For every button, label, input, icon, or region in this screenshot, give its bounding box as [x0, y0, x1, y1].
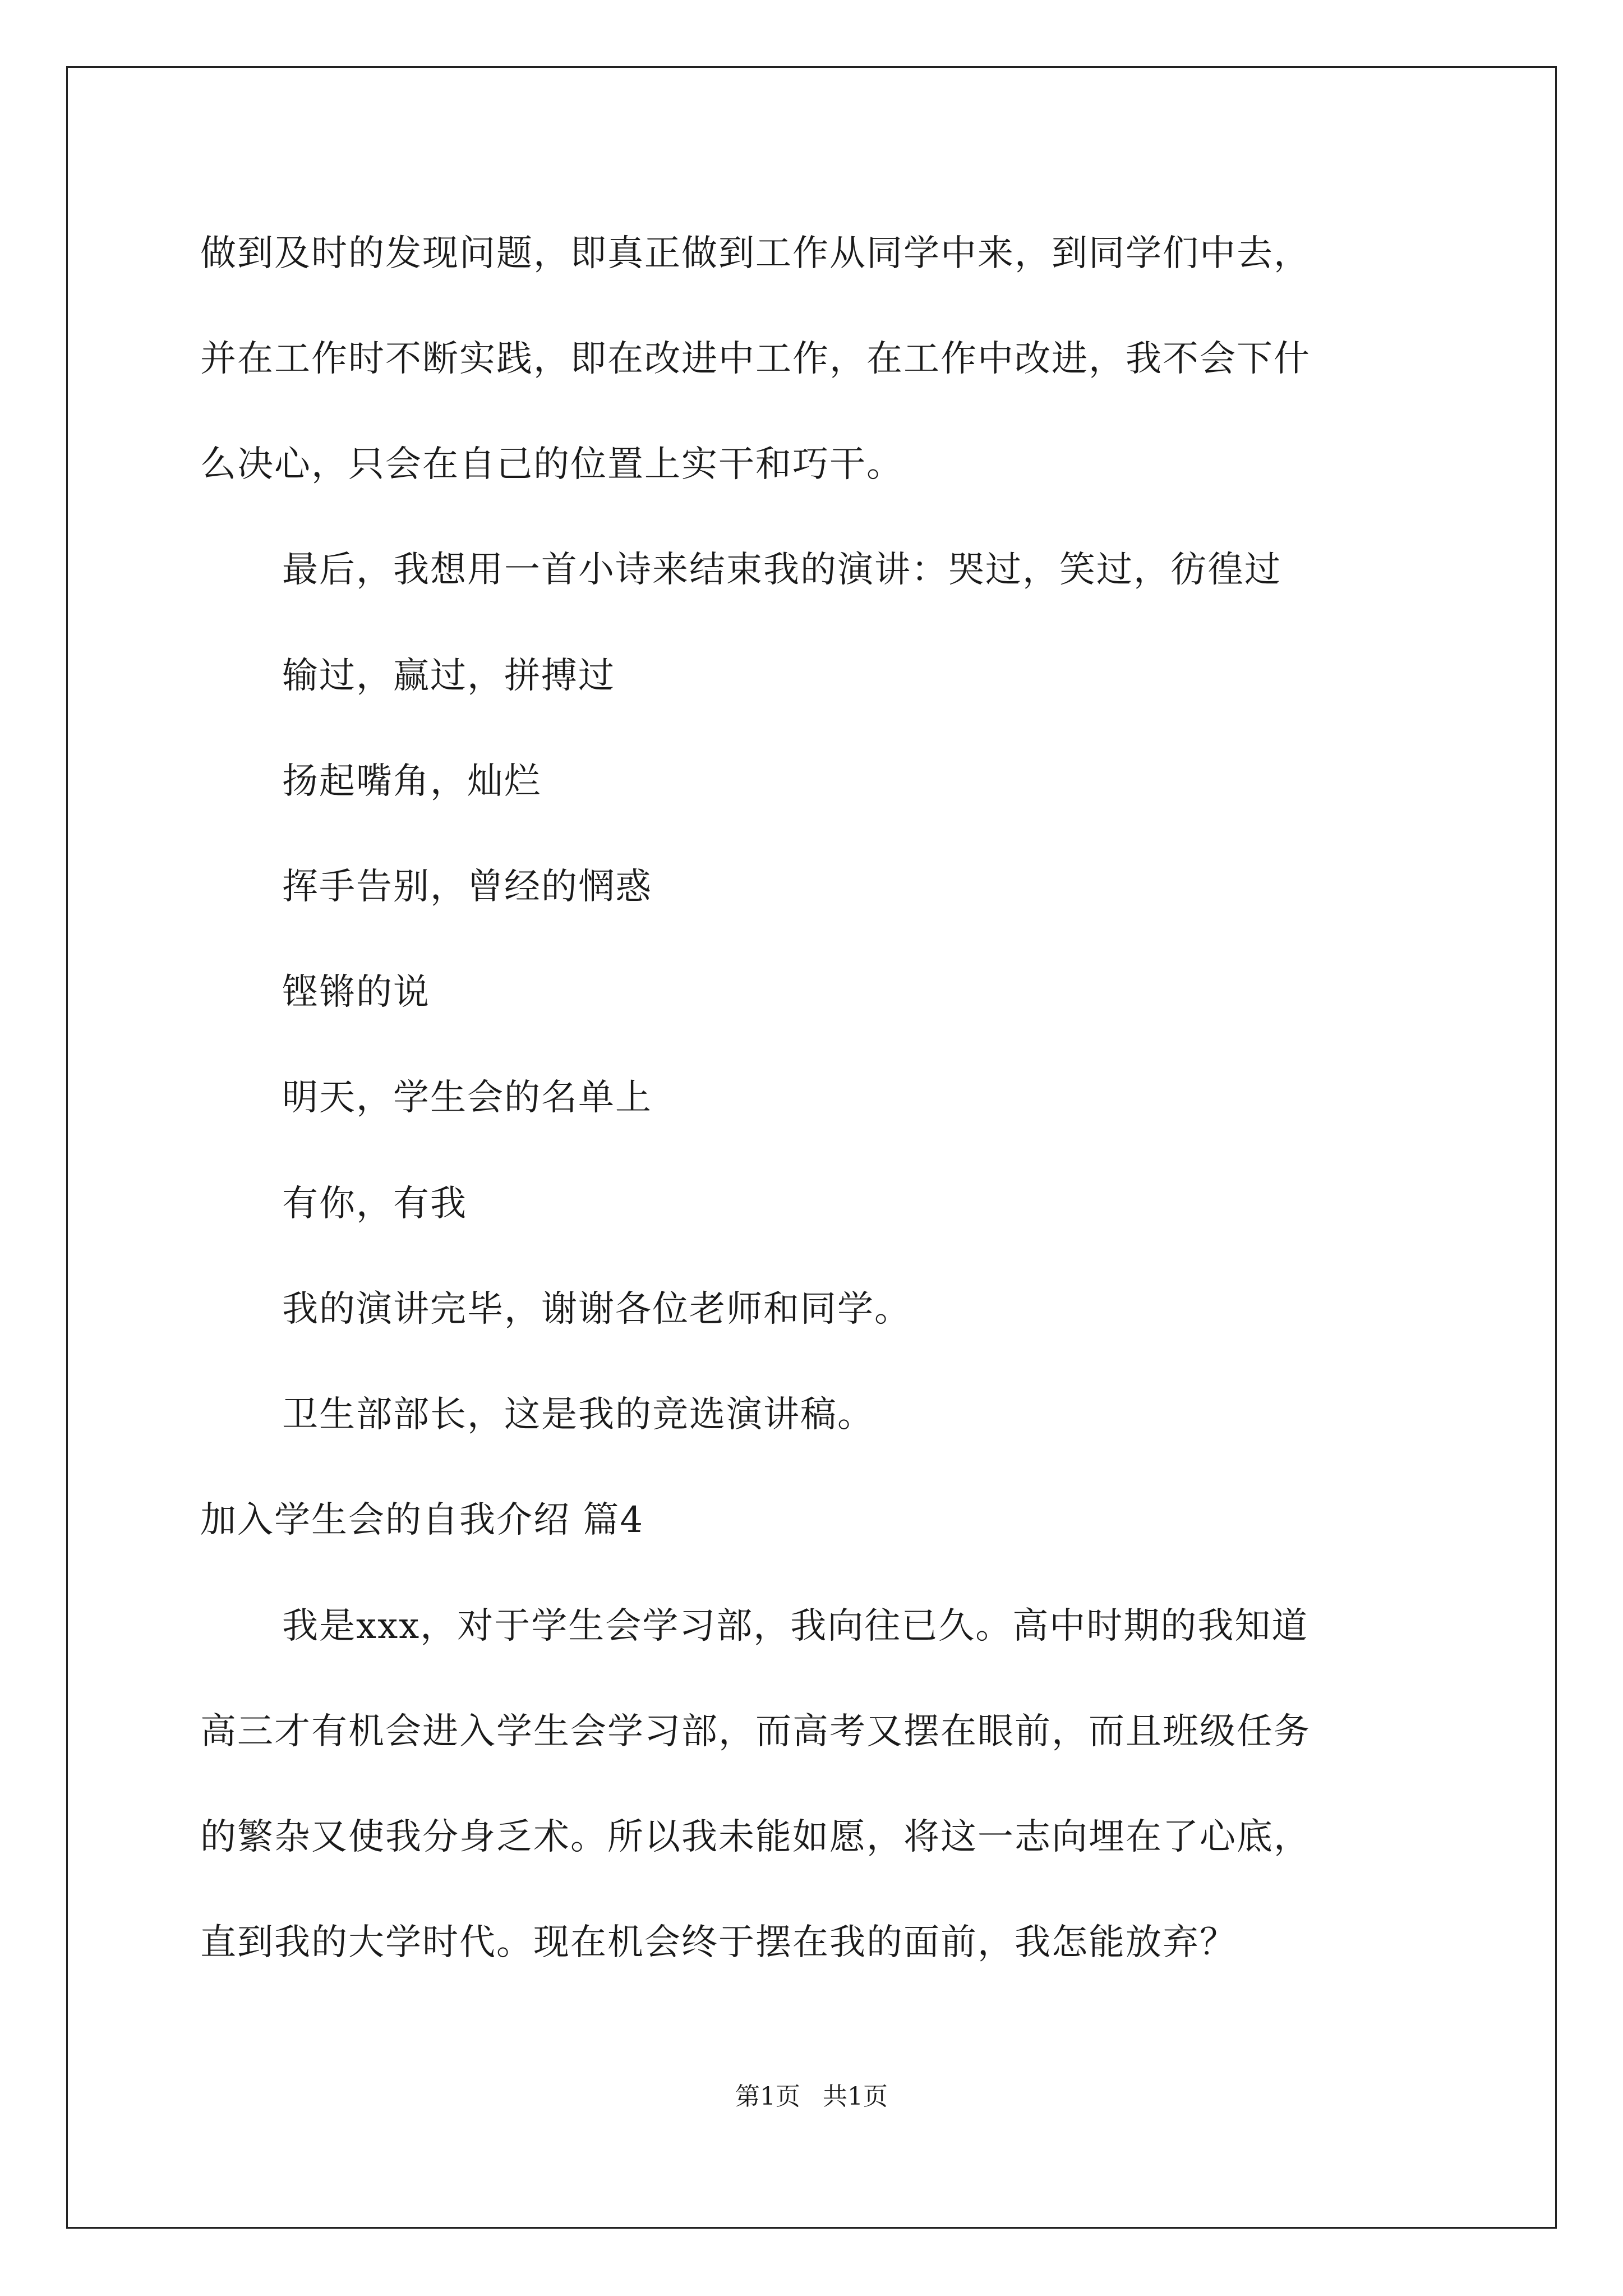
paragraph-line: 并在工作时不断实践，即在改进中工作，在工作中改进，我不会下什 [200, 338, 1311, 380]
poem-line: 输过，赢过，拼搏过 [282, 655, 615, 697]
section-heading: 加入学生会的自我介绍 篇4 [200, 1499, 644, 1541]
paragraph-line: 的繁杂又使我分身乏术。所以我未能如愿，将这一志向埋在了心底， [200, 1816, 1311, 1858]
page-border [66, 66, 1557, 2229]
paragraph-line: 么决心，只会在自己的位置上实干和巧干。 [200, 444, 903, 485]
page-number: 第1页 [735, 2082, 800, 2111]
poem-line: 明天，学生会的名单上 [282, 1077, 652, 1119]
paragraph-line: 做到及时的发现问题，即真正做到工作从同学中来，到同学们中去， [200, 233, 1311, 274]
paragraph-line: 高三才有机会进入学生会学习部，而高考又摆在眼前，而且班级任务 [200, 1711, 1311, 1752]
page-footer [0, 2081, 1623, 2113]
poem-line: 挥手告别，曾经的惘惑 [282, 866, 652, 908]
paragraph-line: 我是xxx，对于学生会学习部，我向往已久。高中时期的我知道 [282, 1605, 1309, 1647]
page-total: 共1页 [823, 2082, 888, 2111]
poem-line: 有你，有我 [282, 1183, 467, 1225]
poem-line: 铿锵的说 [282, 972, 430, 1013]
paragraph-line: 卫生部部长，这是我的竞选演讲稿。 [282, 1394, 874, 1435]
paragraph-line: 最后，我想用一首小诗来结束我的演讲：哭过，笑过，彷徨过 [282, 549, 1281, 591]
paragraph-line: 我的演讲完毕，谢谢各位老师和同学。 [282, 1289, 911, 1330]
poem-line: 扬起嘴角，灿烂 [282, 761, 541, 802]
paragraph-line: 直到我的大学时代。现在机会终于摆在我的面前，我怎能放弃？ [200, 1922, 1237, 1963]
